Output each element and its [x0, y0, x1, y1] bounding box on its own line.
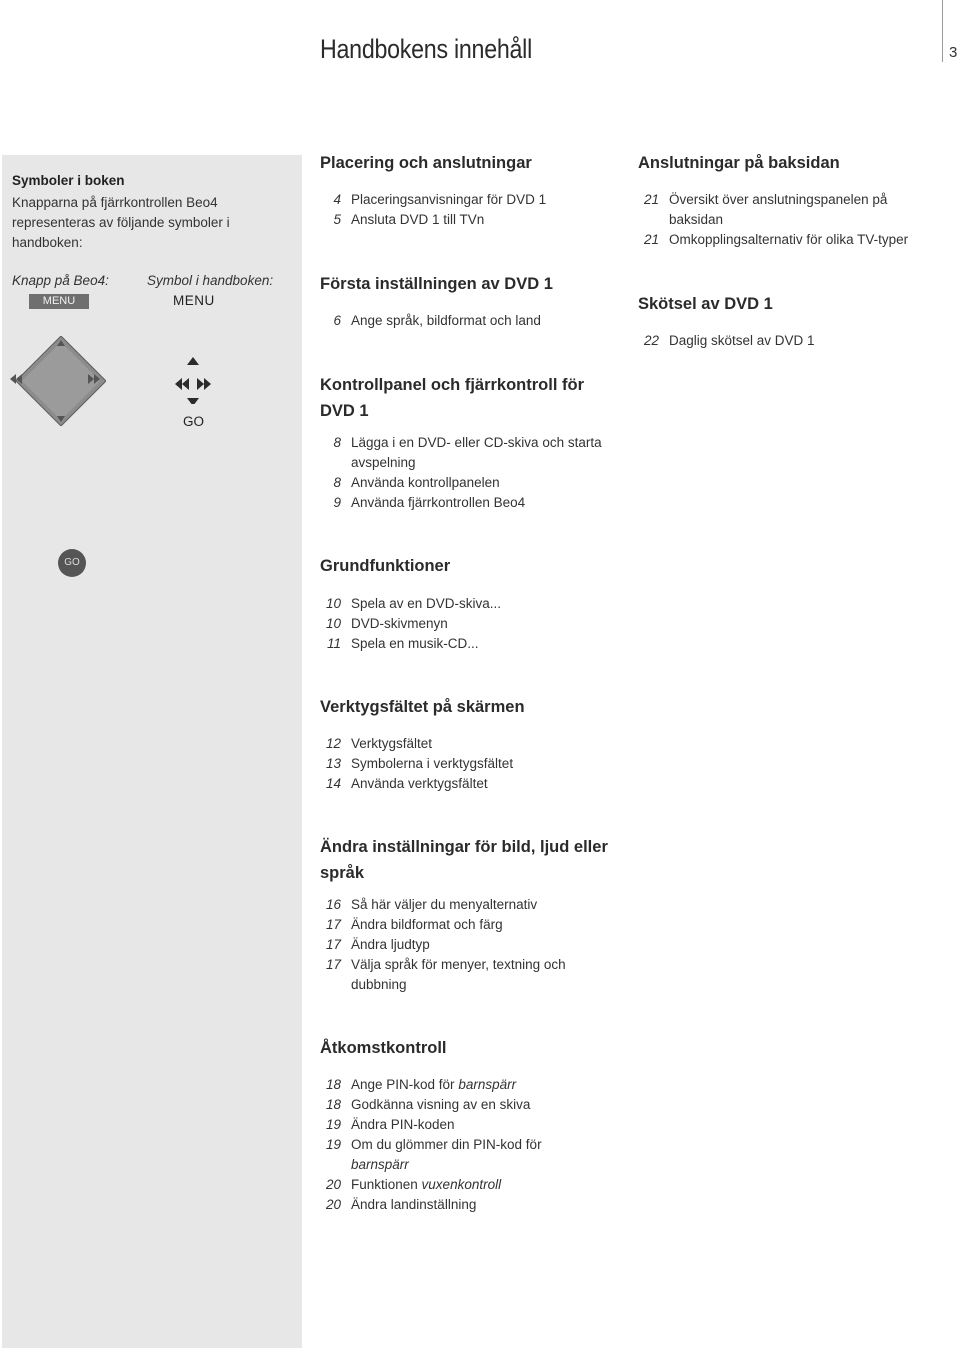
sidebar-title: Symboler i boken — [12, 173, 125, 188]
toc-entry-label: Så här väljer du menyalternativ — [351, 897, 538, 912]
toc-entry — [320, 1135, 580, 1175]
toc-page-number: 17 — [325, 937, 341, 952]
toc-entry — [320, 955, 620, 995]
toc-list-placering — [320, 190, 620, 230]
section-title-kontroll: Kontrollpanel och fjärrkontroll för DVD 1 — [320, 376, 585, 420]
toc-entry — [320, 594, 620, 614]
toc-entry — [320, 614, 620, 634]
toc-entry — [320, 634, 620, 654]
toc-entry-label: Ändra landinställning — [351, 1197, 477, 1212]
toc-entry-label: Verktygsfältet — [351, 736, 433, 751]
toc-entry-label: Använda fjärrkontrollen Beo4 — [351, 495, 526, 510]
toc-entry-label: Spela en musik-CD... — [351, 636, 479, 651]
toc-page-number: 21 — [643, 232, 659, 247]
toc-entry-text — [351, 313, 541, 328]
toc-entry-text — [351, 616, 448, 631]
toc-list-andra — [320, 895, 620, 995]
toc-page-number: 6 — [333, 313, 341, 328]
toc-page-number: 4 — [333, 192, 341, 207]
toc-list-forsta — [320, 311, 620, 331]
arrow-down-icon — [187, 398, 199, 404]
toc-entry — [638, 230, 938, 250]
toc-entry — [320, 311, 620, 331]
toc-page-number: 19 — [325, 1117, 341, 1132]
toc-entry — [320, 754, 620, 774]
pad-rewind-icon — [10, 373, 22, 385]
toc-entry — [320, 210, 620, 230]
toc-page-number: 20 — [325, 1197, 341, 1212]
go-key-image: GO — [58, 549, 86, 577]
toc-entry-text — [351, 736, 432, 751]
toc-entry — [320, 1115, 580, 1135]
section-title-baksidan: Anslutningar på baksidan — [638, 154, 840, 172]
toc-page-number: 19 — [325, 1137, 341, 1152]
button-column-label: Knapp på Beo4: — [12, 273, 109, 288]
toc-entry — [320, 190, 620, 210]
symbol-column-label: Symbol i handboken: — [147, 273, 274, 288]
toc-entry-text — [351, 776, 488, 791]
toc-page-number: 21 — [643, 192, 659, 207]
toc-page-number: 14 — [325, 776, 341, 791]
toc-entry-label: Placeringsanvisningar för DVD 1 — [351, 192, 547, 207]
section-title-atkomst: Åtkomstkontroll — [320, 1039, 447, 1057]
toc-entry — [320, 433, 620, 473]
toc-entry-text — [351, 1097, 530, 1112]
menu-symbol: MENU — [173, 293, 215, 308]
toc-entry-label: Ändra bildformat och färg — [351, 917, 503, 932]
toc-entry — [320, 1195, 580, 1215]
toc-entry-label: DVD-skivmenyn — [351, 616, 448, 631]
toc-entry-label: Godkänna visning av en skiva — [351, 1097, 531, 1112]
toc-page-number: 22 — [643, 333, 659, 348]
section-title-andra: Ändra inställningar för bild, ljud eller språk — [320, 838, 608, 882]
toc-page-number: 10 — [325, 596, 341, 611]
toc-list-verktyg — [320, 734, 620, 794]
toc-page-number: 8 — [333, 435, 341, 450]
toc-entry-text — [351, 212, 484, 227]
toc-entry-text — [351, 1117, 455, 1132]
toc-page-number: 18 — [325, 1097, 341, 1112]
toc-page-number: 11 — [326, 636, 341, 651]
toc-entry-text — [351, 1177, 501, 1192]
toc-entry-text — [351, 435, 602, 470]
toc-entry — [320, 493, 620, 513]
toc-page-number: 16 — [325, 897, 341, 912]
toc-entry — [320, 774, 620, 794]
toc-entry-text — [351, 1077, 516, 1092]
toc-entry-emphasis: vuxenkontroll — [421, 1177, 502, 1192]
toc-list-kontroll — [320, 433, 620, 513]
toc-entry-label: Använda kontrollpanelen — [351, 475, 500, 490]
toc-entry-label: Ansluta DVD 1 till TVn — [351, 212, 485, 227]
menu-key-image: MENU — [29, 294, 89, 309]
toc-entry-label: Ändra ljudtyp — [351, 937, 430, 952]
page-title: Handbokens innehåll — [320, 34, 532, 64]
toc-entry-text — [351, 917, 503, 932]
toc-entry-label: Lägga i en DVD- eller CD-skiva och starta avspelning — [351, 435, 602, 470]
toc-entry-text — [351, 495, 525, 510]
toc-entry-text — [669, 192, 887, 227]
toc-list-skotsel — [638, 331, 938, 351]
toc-page-number: 8 — [333, 475, 341, 490]
toc-page-number: 5 — [333, 212, 341, 227]
section-title-verktyg: Verktygsfältet på skärmen — [320, 698, 525, 716]
toc-entry — [320, 895, 620, 915]
toc-entry — [320, 473, 620, 493]
toc-page-number: 18 — [325, 1077, 341, 1092]
toc-entry-text — [351, 1137, 542, 1172]
toc-entry-label: Daglig skötsel av DVD 1 — [669, 333, 815, 348]
toc-entry-label: Symbolerna i verktygsfältet — [351, 756, 514, 771]
toc-entry — [320, 734, 620, 754]
toc-list-grund — [320, 594, 620, 654]
go-symbol: GO — [183, 414, 205, 429]
toc-entry-text — [669, 333, 815, 348]
toc-page-number: 20 — [325, 1177, 341, 1192]
toc-entry — [638, 331, 938, 351]
toc-page-number: 17 — [325, 957, 341, 972]
toc-page-number: 12 — [325, 736, 341, 751]
arrow-up-icon — [187, 357, 199, 365]
toc-entry-emphasis: barnspärr — [458, 1077, 517, 1092]
toc-entry-text — [351, 596, 501, 611]
section-title-grund: Grundfunktioner — [320, 557, 451, 575]
section-title-placering: Placering och anslutningar — [320, 154, 532, 172]
toc-page-number: 9 — [333, 495, 341, 510]
rewind-icon — [175, 378, 182, 390]
toc-entry-label: Ange språk, bildformat och land — [351, 313, 541, 328]
toc-list-baksidan — [638, 190, 938, 250]
toc-entry-text — [351, 192, 546, 207]
toc-entry — [320, 1175, 580, 1195]
toc-entry-text — [351, 756, 513, 771]
toc-entry-text — [669, 232, 908, 247]
toc-entry-label: Använda verktygsfältet — [351, 776, 488, 791]
toc-entry-label: Välja språk för menyer, textning och dubbning — [351, 957, 566, 992]
toc-entry — [638, 190, 938, 230]
pad-fast-forward-icon — [88, 373, 100, 385]
toc-entry-text — [351, 475, 500, 490]
toc-page-number: 17 — [325, 917, 341, 932]
toc-entry-text — [351, 1197, 476, 1212]
toc-page-number: 13 — [325, 756, 341, 771]
toc-entry-text — [351, 636, 479, 651]
toc-entry-label: Ange PIN-kod för — [351, 1077, 459, 1092]
sidebar-intro: Knapparna på fjärrkontrollen Beo4 representeras av följande symboler i handboken: — [12, 195, 230, 250]
toc-entry — [320, 935, 620, 955]
toc-entry — [320, 1095, 580, 1115]
toc-entry-emphasis: barnspärr — [351, 1157, 409, 1172]
toc-entry — [320, 1075, 580, 1095]
toc-entry-label: Omkopplingsalternativ för olika TV-typer — [669, 232, 909, 247]
toc-list-atkomst — [320, 1075, 580, 1215]
toc-entry-text — [351, 937, 430, 952]
toc-entry-label: Funktionen — [351, 1177, 422, 1192]
toc-entry-label: Spela av en DVD-skiva... — [351, 596, 502, 611]
navigation-symbol-icon — [172, 354, 222, 404]
page-divider — [942, 0, 943, 62]
toc-page-number: 10 — [325, 616, 341, 631]
page-number: 3 — [949, 44, 958, 61]
toc-entry — [320, 915, 620, 935]
toc-entry-text — [351, 897, 537, 912]
toc-entry-label: Ändra PIN-koden — [351, 1117, 455, 1132]
toc-entry-label: Översikt över anslutningspanelen på baksidan — [669, 192, 888, 227]
toc-entry-text — [351, 957, 566, 992]
symbols-sidebar — [2, 155, 302, 1348]
fast-forward-icon — [204, 378, 211, 390]
section-title-skotsel: Skötsel av DVD 1 — [638, 295, 773, 313]
section-title-forsta: Första inställningen av DVD 1 — [320, 275, 553, 293]
toc-entry-label: Om du glömmer din PIN-kod för — [351, 1137, 542, 1152]
